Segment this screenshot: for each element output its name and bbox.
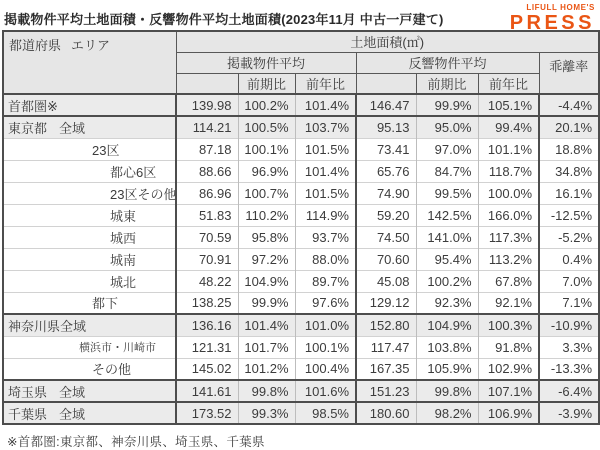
inquiry-avg-cell: 95.13 (356, 116, 416, 138)
table-row (3, 226, 599, 248)
area-label: 横浜市・川崎市 (79, 342, 156, 354)
table-row (3, 182, 599, 204)
divergence-cell: 34.8% (539, 160, 599, 182)
inquiry-prev-year-header: 前年比 (478, 73, 539, 94)
listed-prev-year-header: 前年比 (295, 73, 356, 94)
listed-prev-year-cell: 101.5% (295, 182, 356, 204)
prefecture-label: 千葉県 (8, 406, 48, 422)
inquiry-avg-cell: 74.90 (356, 182, 416, 204)
listed-prev-period-cell: 99.8% (238, 380, 295, 402)
lifull-homes-press-logo (510, 4, 596, 33)
area-label: 都心6区 (110, 164, 157, 180)
listed-prev-period-cell: 96.9% (238, 160, 295, 182)
region-cell (3, 204, 176, 226)
table-row (3, 402, 599, 424)
listed-avg-cell: 70.59 (176, 226, 238, 248)
region-cell (3, 116, 176, 138)
listed-prev-year-cell: 101.4% (295, 160, 356, 182)
listed-prev-year-cell: 97.6% (295, 292, 356, 314)
listed-avg-blank-header (176, 73, 238, 94)
listed-prev-year-cell: 88.0% (295, 248, 356, 270)
inquiry-prev-period-cell: 98.2% (416, 402, 478, 424)
region-cell (3, 248, 176, 270)
table-row (3, 248, 599, 270)
divergence-cell: -4.4% (539, 94, 599, 116)
inquiry-avg-cell: 167.35 (356, 358, 416, 380)
inquiry-avg-cell: 129.12 (356, 292, 416, 314)
region-cell (3, 270, 176, 292)
inquiry-avg-cell: 73.41 (356, 138, 416, 160)
listed-prev-year-cell: 101.0% (295, 314, 356, 336)
land-area-table (2, 30, 600, 425)
region-cell (3, 380, 176, 402)
inquiry-avg-cell: 152.80 (356, 314, 416, 336)
prefecture-label: 首都圏※ (8, 98, 58, 114)
divergence-cell: 7.1% (539, 292, 599, 314)
inquiry-avg-cell: 45.08 (356, 270, 416, 292)
inquiry-prev-period-cell: 105.9% (416, 358, 478, 380)
inquiry-prev-year-cell: 117.3% (478, 226, 539, 248)
inquiry-avg-blank-header (356, 73, 416, 94)
listed-prev-year-cell: 93.7% (295, 226, 356, 248)
inquiry-prev-period-cell: 95.4% (416, 248, 478, 270)
inquiry-avg-cell: 180.60 (356, 402, 416, 424)
listed-prev-year-cell: 114.9% (295, 204, 356, 226)
inquiry-prev-period-cell: 95.0% (416, 116, 478, 138)
inquiry-prev-year-cell: 105.1% (478, 94, 539, 116)
inquiry-prev-year-cell: 67.8% (478, 270, 539, 292)
inquiry-avg-cell: 117.47 (356, 336, 416, 358)
listed-prev-year-cell: 101.5% (295, 138, 356, 160)
listed-avg-cell: 141.61 (176, 380, 238, 402)
listed-prev-period-cell: 101.4% (238, 314, 295, 336)
listed-prev-year-cell: 101.4% (295, 94, 356, 116)
inquiry-avg-cell: 74.50 (356, 226, 416, 248)
inquiry-prev-year-cell: 118.7% (478, 160, 539, 182)
inquiry-prev-period-cell: 104.9% (416, 314, 478, 336)
listed-prev-period-cell: 100.7% (238, 182, 295, 204)
listed-avg-cell: 145.02 (176, 358, 238, 380)
listed-avg-cell: 88.66 (176, 160, 238, 182)
divergence-cell: 18.8% (539, 138, 599, 160)
inquiry-prev-period-cell: 97.0% (416, 138, 478, 160)
area-label: 全域 (59, 120, 86, 136)
area-label: その他 (92, 362, 132, 378)
inquiry-prev-year-cell: 107.1% (478, 380, 539, 402)
listed-avg-cell: 139.98 (176, 94, 238, 116)
listed-prev-year-cell: 98.5% (295, 402, 356, 424)
listed-prev-period-cell: 99.3% (238, 402, 295, 424)
region-cell (3, 336, 176, 358)
table-row (3, 94, 599, 116)
page-title: 掲載物件平均土地面積・反響物件平均土地面積(2023年11月 中古一戸建て) (4, 12, 444, 27)
inquiry-prev-period-cell: 99.5% (416, 182, 478, 204)
inquiry-avg-cell: 59.20 (356, 204, 416, 226)
table-row (3, 314, 599, 336)
listed-prev-year-cell: 100.1% (295, 336, 356, 358)
table-row (3, 138, 599, 160)
table-row (3, 270, 599, 292)
inquiry-prev-period-cell: 99.9% (416, 94, 478, 116)
listed-prev-year-cell: 89.7% (295, 270, 356, 292)
inquiry-prev-year-cell: 99.4% (478, 116, 539, 138)
listed-prev-period-cell: 100.5% (238, 116, 295, 138)
listed-prev-period-cell: 99.9% (238, 292, 295, 314)
listed-prev-period-cell: 95.8% (238, 226, 295, 248)
listed-avg-cell: 173.52 (176, 402, 238, 424)
area-label: 都下 (92, 296, 119, 312)
table-row (3, 160, 599, 182)
prefecture-label: 埼玉県 (8, 384, 48, 400)
divergence-cell: -12.5% (539, 204, 599, 226)
inquiry-prev-year-cell: 91.8% (478, 336, 539, 358)
logo-product-text: PRESS (509, 12, 595, 34)
divergence-cell: -3.9% (539, 402, 599, 424)
area-label: 城西 (110, 230, 137, 246)
inquiry-prev-year-cell: 102.9% (478, 358, 539, 380)
divergence-cell: -13.3% (539, 358, 599, 380)
inquiry-prev-period-cell: 92.3% (416, 292, 478, 314)
region-cell (3, 292, 176, 314)
listed-prev-period-cell: 97.2% (238, 248, 295, 270)
region-cell (3, 182, 176, 204)
listed-prev-period-cell: 100.1% (238, 138, 295, 160)
inquiry-prev-period-cell: 100.2% (416, 270, 478, 292)
table-header (3, 31, 599, 94)
inquiry-prev-year-cell: 106.9% (478, 402, 539, 424)
table-row (3, 380, 599, 402)
listed-prev-period-cell: 100.2% (238, 94, 295, 116)
listed-prev-period-cell: 101.2% (238, 358, 295, 380)
table-row (3, 116, 599, 138)
listed-avg-cell: 138.25 (176, 292, 238, 314)
listed-avg-cell: 114.21 (176, 116, 238, 138)
region-cell (3, 94, 176, 116)
prefecture-header-label: 都道府県 (9, 38, 62, 53)
divergence-cell: -6.4% (539, 380, 599, 402)
region-column-header (3, 31, 176, 94)
divergence-cell: 3.3% (539, 336, 599, 358)
listed-avg-cell: 86.96 (176, 182, 238, 204)
divergence-cell: 20.1% (539, 116, 599, 138)
inquiry-avg-cell: 146.47 (356, 94, 416, 116)
region-cell (3, 358, 176, 380)
divergence-cell: 7.0% (539, 270, 599, 292)
inquiry-avg-cell: 151.23 (356, 380, 416, 402)
inquiry-prev-year-cell: 100.0% (478, 182, 539, 204)
table-row (3, 204, 599, 226)
listed-prev-year-cell: 103.7% (295, 116, 356, 138)
inquiry-prev-period-cell: 99.8% (416, 380, 478, 402)
divergence-header: 乖離率 (539, 52, 599, 94)
inquiry-avg-cell: 65.76 (356, 160, 416, 182)
footnote: ※首都圏:東京都、神奈川県、埼玉県、千葉県 (7, 435, 265, 449)
inquiry-prev-period-header: 前期比 (416, 73, 478, 94)
divergence-cell: -5.2% (539, 226, 599, 248)
region-cell (3, 314, 176, 336)
inquiry-prev-year-cell: 100.3% (478, 314, 539, 336)
area-label: 全域 (59, 406, 86, 422)
listed-prev-year-cell: 100.4% (295, 358, 356, 380)
logo-brand-text: LIFULL HOME'S (526, 3, 595, 12)
prefecture-label: 東京都 (8, 120, 48, 136)
inquiry-avg-header: 反響物件平均 (356, 52, 539, 73)
listed-prev-period-cell: 101.7% (238, 336, 295, 358)
region-cell (3, 402, 176, 424)
inquiry-prev-period-cell: 103.8% (416, 336, 478, 358)
area-label: 城北 (110, 274, 137, 290)
listed-avg-cell: 87.18 (176, 138, 238, 160)
listed-avg-cell: 48.22 (176, 270, 238, 292)
inquiry-prev-year-cell: 166.0% (478, 204, 539, 226)
inquiry-prev-period-cell: 84.7% (416, 160, 478, 182)
top-bar (2, 0, 598, 34)
listed-prev-period-cell: 104.9% (238, 270, 295, 292)
listed-avg-cell: 136.16 (176, 314, 238, 336)
land-area-header: 土地面積(㎡) (176, 31, 599, 52)
area-label: 城東 (110, 208, 137, 224)
table-body (3, 94, 599, 424)
table-row (3, 292, 599, 314)
area-label: 23区その他 (110, 186, 176, 202)
region-cell (3, 226, 176, 248)
listed-prev-period-header: 前期比 (238, 73, 295, 94)
region-cell (3, 138, 176, 160)
divergence-cell: 16.1% (539, 182, 599, 204)
inquiry-prev-year-cell: 101.1% (478, 138, 539, 160)
area-header-label: エリア (71, 38, 111, 53)
listed-avg-cell: 51.83 (176, 204, 238, 226)
area-label: 23区 (92, 142, 120, 158)
area-label: 全域 (59, 384, 86, 400)
inquiry-prev-period-cell: 142.5% (416, 204, 478, 226)
listed-prev-year-cell: 101.6% (295, 380, 356, 402)
listed-avg-cell: 121.31 (176, 336, 238, 358)
inquiry-prev-year-cell: 92.1% (478, 292, 539, 314)
listed-avg-header: 掲載物件平均 (176, 52, 356, 73)
divergence-cell: 0.4% (539, 248, 599, 270)
table-row (3, 358, 599, 380)
inquiry-prev-period-cell: 141.0% (416, 226, 478, 248)
area-label: 城南 (110, 252, 137, 268)
inquiry-avg-cell: 70.60 (356, 248, 416, 270)
table-row (3, 336, 599, 358)
area-label: 全域 (60, 318, 87, 334)
region-cell (3, 160, 176, 182)
listed-avg-cell: 70.91 (176, 248, 238, 270)
inquiry-prev-year-cell: 113.2% (478, 248, 539, 270)
divergence-cell: -10.9% (539, 314, 599, 336)
prefecture-label: 神奈川県 (8, 318, 61, 334)
listed-prev-period-cell: 110.2% (238, 204, 295, 226)
